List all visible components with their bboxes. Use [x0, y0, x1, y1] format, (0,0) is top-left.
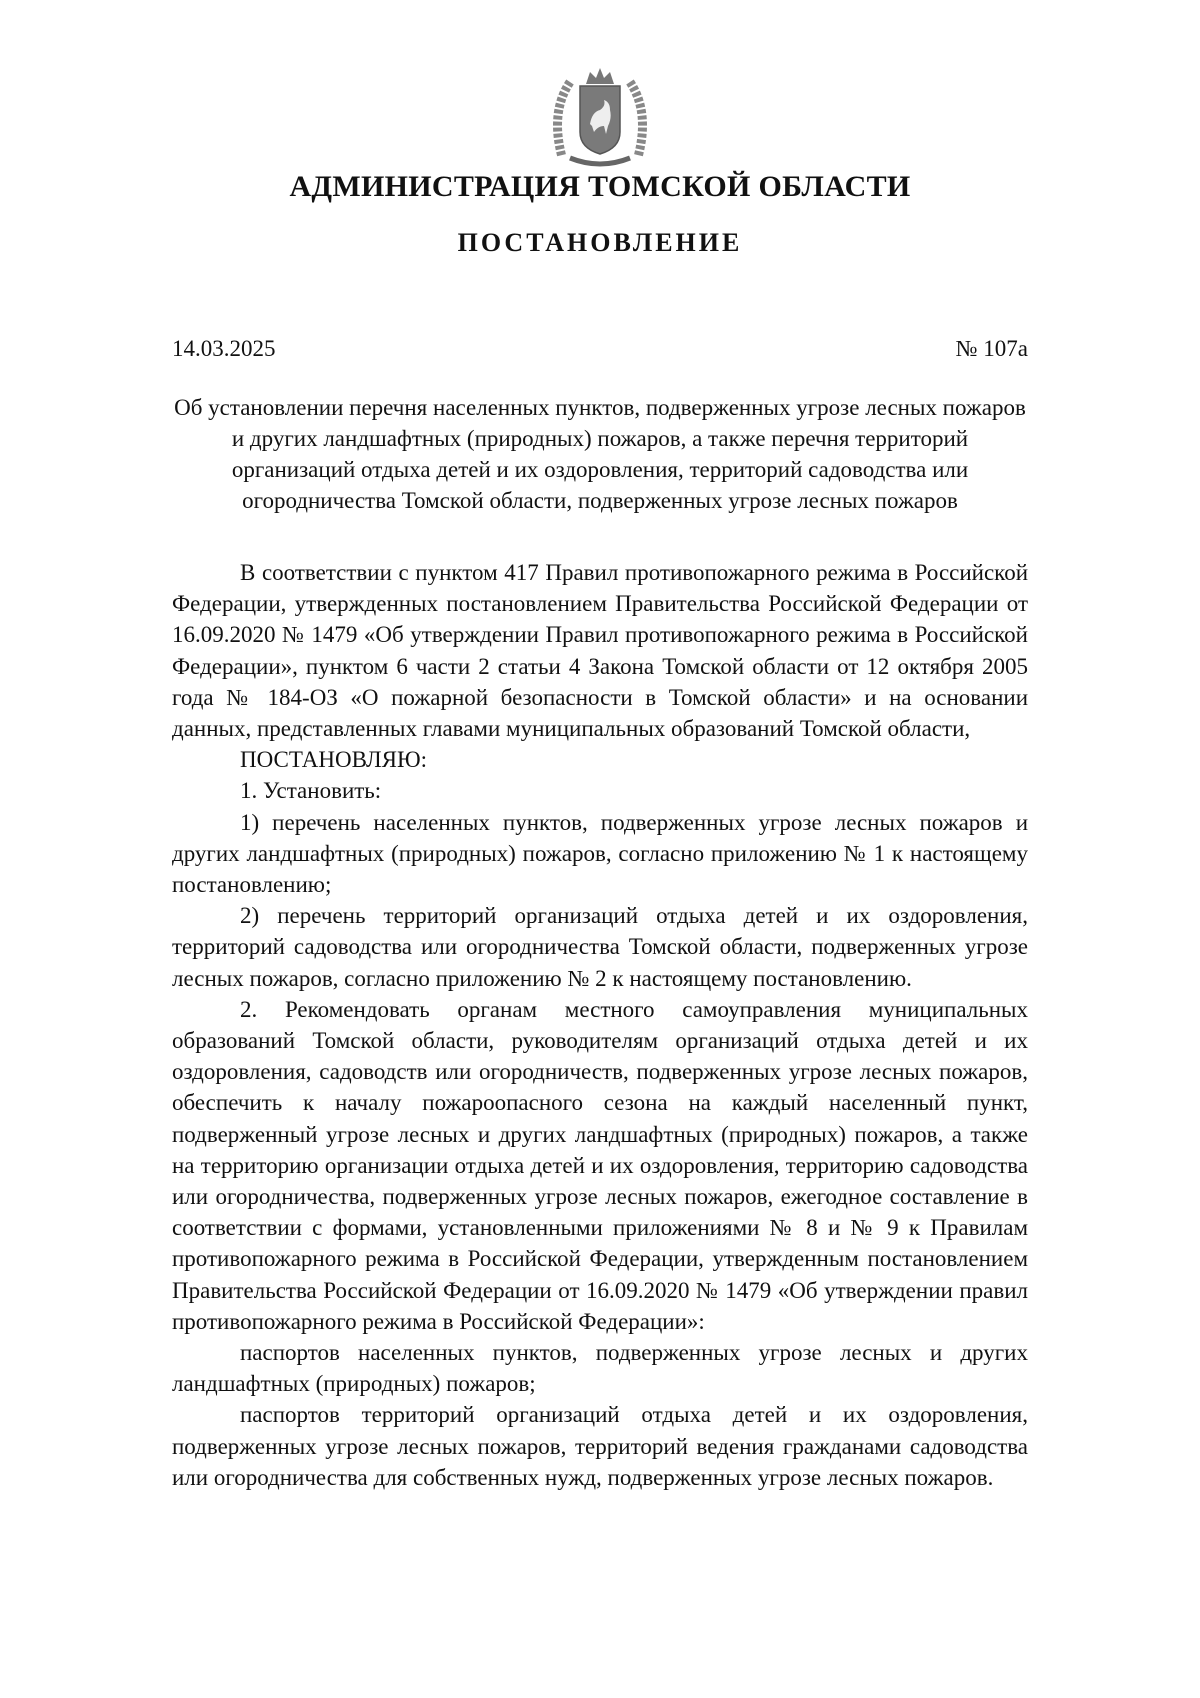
item-1-heading: 1. Установить: [240, 778, 382, 804]
document-number: № 107а [955, 336, 1028, 361]
item-2-sub-2: паспортов территорий организаций отдыха детей и их оздоровления, подверженных угрозе лесных пожаров, территорий ведения гражданами садоводства или огородничества для собственных нужд, подверженных угрозе лесных пожаров. [172, 1402, 1028, 1490]
document-date: 14.03.2025 [172, 336, 276, 361]
preamble-paragraph: В соответствии с пунктом 417 Правил противопожарного режима в Российской Федерации, утвержденных постановлением Правительства Российской Федерации от 16.09.2020 № 1479 «Об утверждении Правил противопожарного режима в Российской Федерации», пунктом 6 части 2 статьи 4 Закона Томской области от 12 октября 2005 года № 184-ОЗ «О пожарной безопасности в Томской области» и на основании данных, представленных главами муниципальных образований Томской области, [172, 560, 1028, 742]
item-1-1: 1) перечень населенных пунктов, подверженных угрозе лесных пожаров и других ландшафтных (природных) пожаров, согласно приложению № 1 к настоящему постановлению; [172, 809, 1028, 898]
document-title: Об установлении перечня населенных пунктов, подверженных угрозе лесных пожаров и других ландшафтных (природных) пожаров, а также перечня территорий организаций отдыха детей и их оздоровления, территорий садоводства или огородничества Томской области, подверженных угрозе лесных пожаров [174, 395, 1026, 513]
item-2: 2. Рекомендовать органам местного самоуправления муниципальных образований Томской области, руководителям организаций отдыха детей и их оздоровления, садоводств или огородничеств, подверженных угрозе лесных пожаров, обеспечить к началу пожароопасного сезона на каждый населенный пункт, подверженный угрозе лесных и других ландшафтных (природных) пожаров, а также на территорию организации отдыха детей и их оздоровления, территорию садоводства или огородничества, подверженных угрозе лесных пожаров, ежегодное составление в соответствии с формами, установленными приложениями № 8 и № 9 к Правилам противопожарного режима в Российской Федерации, утвержденным постановлением Правительства Российской Федерации от 16.09.2020 № 1479 «Об утверждении правил противопожарного режима в Российской Федерации»: [172, 996, 1028, 1334]
document-body [172, 557, 1028, 1493]
organization-title: АДМИНИСТРАЦИЯ ТОМСКОЙ ОБЛАСТИ [289, 170, 911, 203]
item-2-sub-1: паспортов населенных пунктов, подверженных угрозе лесных и других ландшафтных (природных) пожаров; [172, 1340, 1028, 1397]
decree-word: ПОСТАНОВЛЯЮ: [240, 747, 428, 773]
item-1-2: 2) перечень территорий организаций отдыха детей и их оздоровления, территорий садоводства или огородничества Томской области, подверженных угрозе лесных пожаров, согласно приложению № 2 к настоящему постановлению. [172, 903, 1028, 991]
coat-of-arms-icon [540, 62, 660, 172]
document-type: ПОСТАНОВЛЕНИЕ [457, 228, 743, 257]
